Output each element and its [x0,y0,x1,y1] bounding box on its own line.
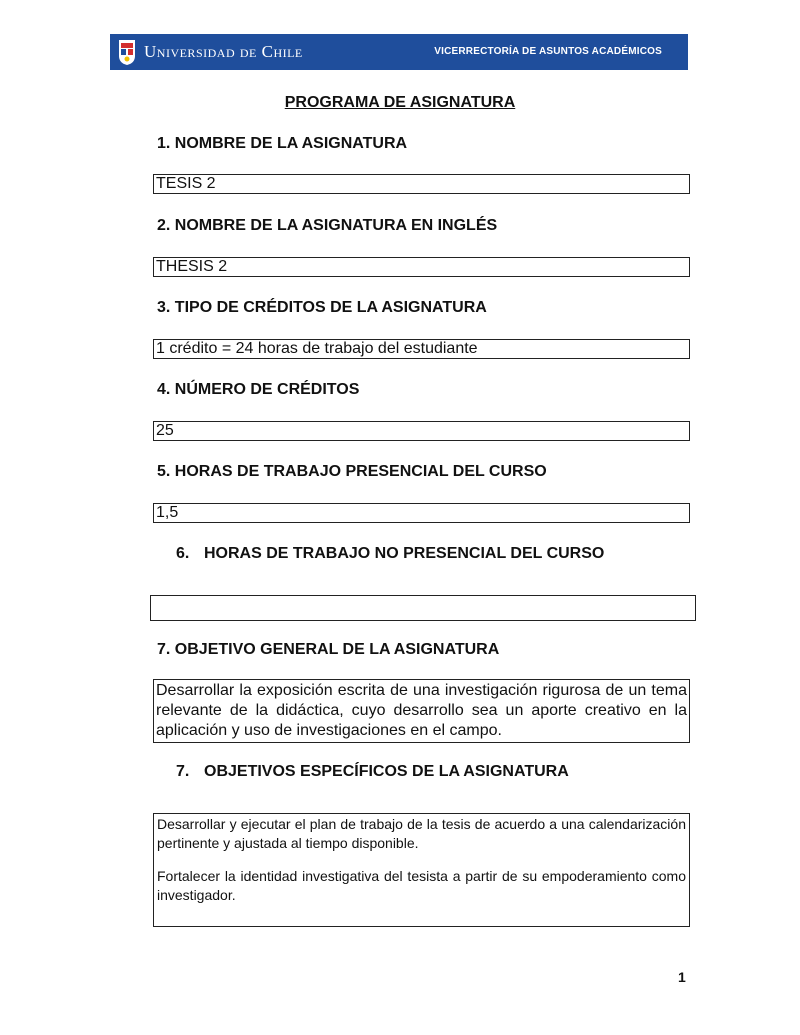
credit-type-field: 1 crédito = 24 horas de trabajo del estudiante [153,339,690,359]
section-7b-heading: 7. OBJETIVOS ESPECÍFICOS DE LA ASIGNATURA [176,763,569,780]
specific-objective-1: Desarrollar y ejecutar el plan de trabajo de la tesis de acuerdo a una calendarización pertinente y ajustada al tiempo disponible. [157,816,686,851]
section-5-heading: 5. HORAS DE TRABAJO PRESENCIAL DEL CURSO [157,463,547,480]
page-number: 1 [678,969,686,985]
credit-count-field: 25 [153,421,690,441]
specific-objectives-field [153,813,690,927]
university-crest-icon [118,38,136,66]
header-banner [110,34,688,70]
section-1-heading: 1. NOMBRE DE LA ASIGNATURA [157,135,408,152]
section-2-heading: 2. NOMBRE DE LA ASIGNATURA EN INGLÉS [157,217,498,234]
remote-hours-field [150,595,696,621]
university-name: Universidad de Chile [144,42,303,61]
section-6-heading: 6. HORAS DE TRABAJO NO PRESENCIAL DEL CURSO [176,545,605,562]
section-7-heading: 7. OBJETIVO GENERAL DE LA ASIGNATURA [157,641,500,658]
page-title: PROGRAMA DE ASIGNATURA [284,94,516,111]
general-objective-field: Desarrollar la exposición escrita de una investigación rigurosa de un tema relevante de la didáctica, cuyo desarrollo sea un aporte creativo en la aplicación y uso de investigaciones en el campo. [153,679,690,743]
specific-objective-2: Fortalecer la identidad investigativa del tesista a partir de su empoderamiento como investigador. [157,868,686,903]
in-person-hours-field: 1,5 [153,503,690,523]
vicerrectoria-label: VICERRECTORÍA DE ASUNTOS ACADÉMICOS [434,46,662,57]
course-name-field: TESIS 2 [153,174,690,194]
course-name-english-field: THESIS 2 [153,257,690,277]
section-4-heading: 4. NÚMERO DE CRÉDITOS [157,381,360,398]
section-3-heading: 3. TIPO DE CRÉDITOS DE LA ASIGNATURA [157,299,487,316]
